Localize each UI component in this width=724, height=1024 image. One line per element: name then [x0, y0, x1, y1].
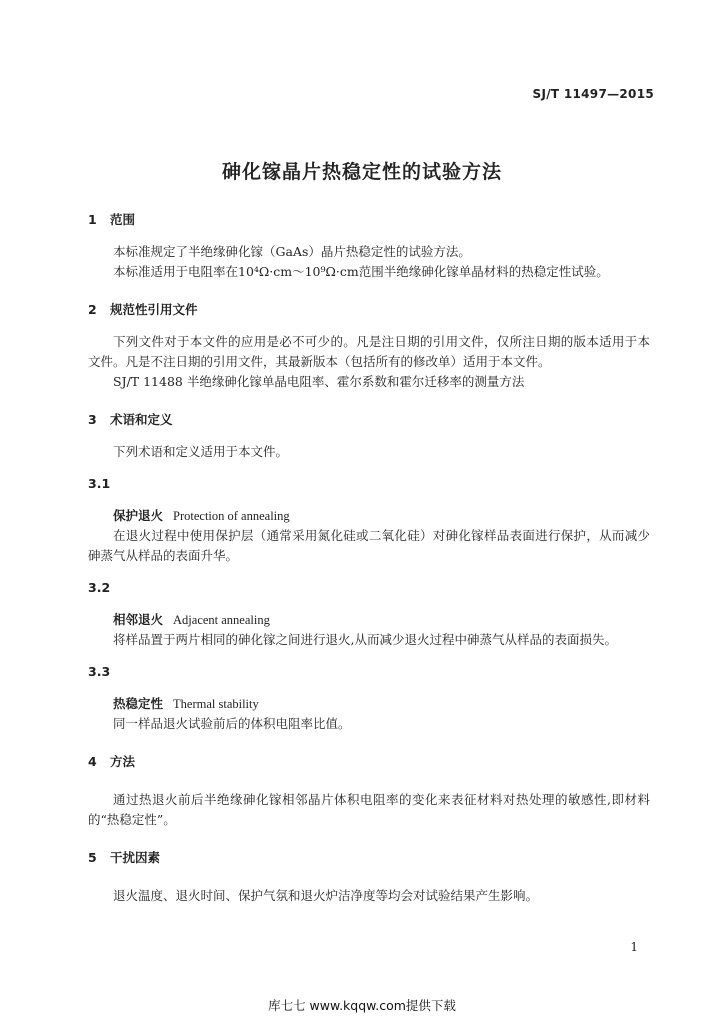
section-title: 干扰因素	[110, 850, 161, 865]
term-chinese: 相邻退火	[113, 612, 164, 627]
standard-number: SJ/T 11497—2015	[532, 87, 654, 101]
normative-reference: SJ/T 11488 半绝缘砷化镓单晶电阻率、霍尔系数和霍尔迁移率的测量方法	[113, 374, 525, 389]
section-heading-interference	[88, 848, 650, 868]
scope-paragraph-2: 本标准适用于电阻率在10⁴Ω·cm～10⁹Ω·cm范围半绝缘砷化镓单晶材料的热稳定性试验。	[113, 264, 609, 279]
term-number: 3.2	[88, 580, 111, 595]
term-definition: 将样品置于两片相同的砷化镓之间进行退火,从而减少退火过程中砷蒸气从样品的表面损失。	[113, 632, 617, 647]
method-paragraph: 通过热退火前后半绝缘砷化镓相邻晶片体积电阻率的变化来表征材料对热处理的敏感性,即材料的“热稳定性”。	[88, 792, 650, 827]
term-chinese: 热稳定性	[113, 696, 164, 711]
term-english: Adjacent annealing	[173, 613, 270, 627]
section-title: 方法	[110, 754, 136, 769]
term-definition: 同一样品退火试验前后的体积电阻率比值。	[113, 716, 351, 731]
section-title: 术语和定义	[110, 412, 173, 427]
terms-intro: 下列术语和定义适用于本文件。	[113, 444, 289, 459]
scope-paragraph-1: 本标准规定了半绝缘砷化镓（GaAs）晶片热稳定性的试验方法。	[113, 244, 471, 259]
section-number: 5	[88, 850, 97, 865]
term-number: 3.3	[88, 664, 111, 679]
term-entry	[88, 506, 650, 526]
download-footer: 库七七 www.kqqw.com提供下载	[268, 998, 456, 1013]
interference-paragraph: 退火温度、退火时间、保护气氛和退火炉洁净度等均会对试验结果产生影响。	[113, 888, 539, 903]
section-heading-terms	[88, 410, 650, 430]
term-definition: 在退火过程中使用保护层（通常采用氮化硅或二氧化硅）对砷化镓样品表面进行保护，从而减少砷蒸气从样品的表面升华。	[88, 528, 650, 563]
term-number: 3.1	[88, 476, 111, 491]
section-number: 1	[88, 212, 97, 227]
section-heading-method	[88, 752, 650, 772]
section-number: 4	[88, 754, 97, 769]
term-chinese: 保护退火	[113, 508, 164, 523]
term-entry	[88, 694, 650, 714]
term-english: Protection of annealing	[173, 509, 290, 523]
document-title: 砷化镓晶片热稳定性的试验方法	[221, 161, 502, 183]
section-number: 3	[88, 412, 97, 427]
section-number: 2	[88, 302, 97, 317]
term-english: Thermal stability	[173, 697, 259, 711]
term-entry	[88, 610, 650, 630]
section-title: 规范性引用文件	[110, 302, 198, 317]
normative-paragraph: 下列文件对于本文件的应用是必不可少的。凡是注日期的引用文件，仅所注日期的版本适用于本文件。凡是不注日期的引用文件，其最新版本（包括所有的修改单）适用于本文件。	[88, 334, 650, 369]
section-title: 范围	[110, 212, 136, 227]
page-number: 1	[630, 940, 638, 954]
section-heading-scope	[88, 210, 650, 230]
document-body	[88, 210, 650, 906]
section-heading-normative	[88, 300, 650, 320]
